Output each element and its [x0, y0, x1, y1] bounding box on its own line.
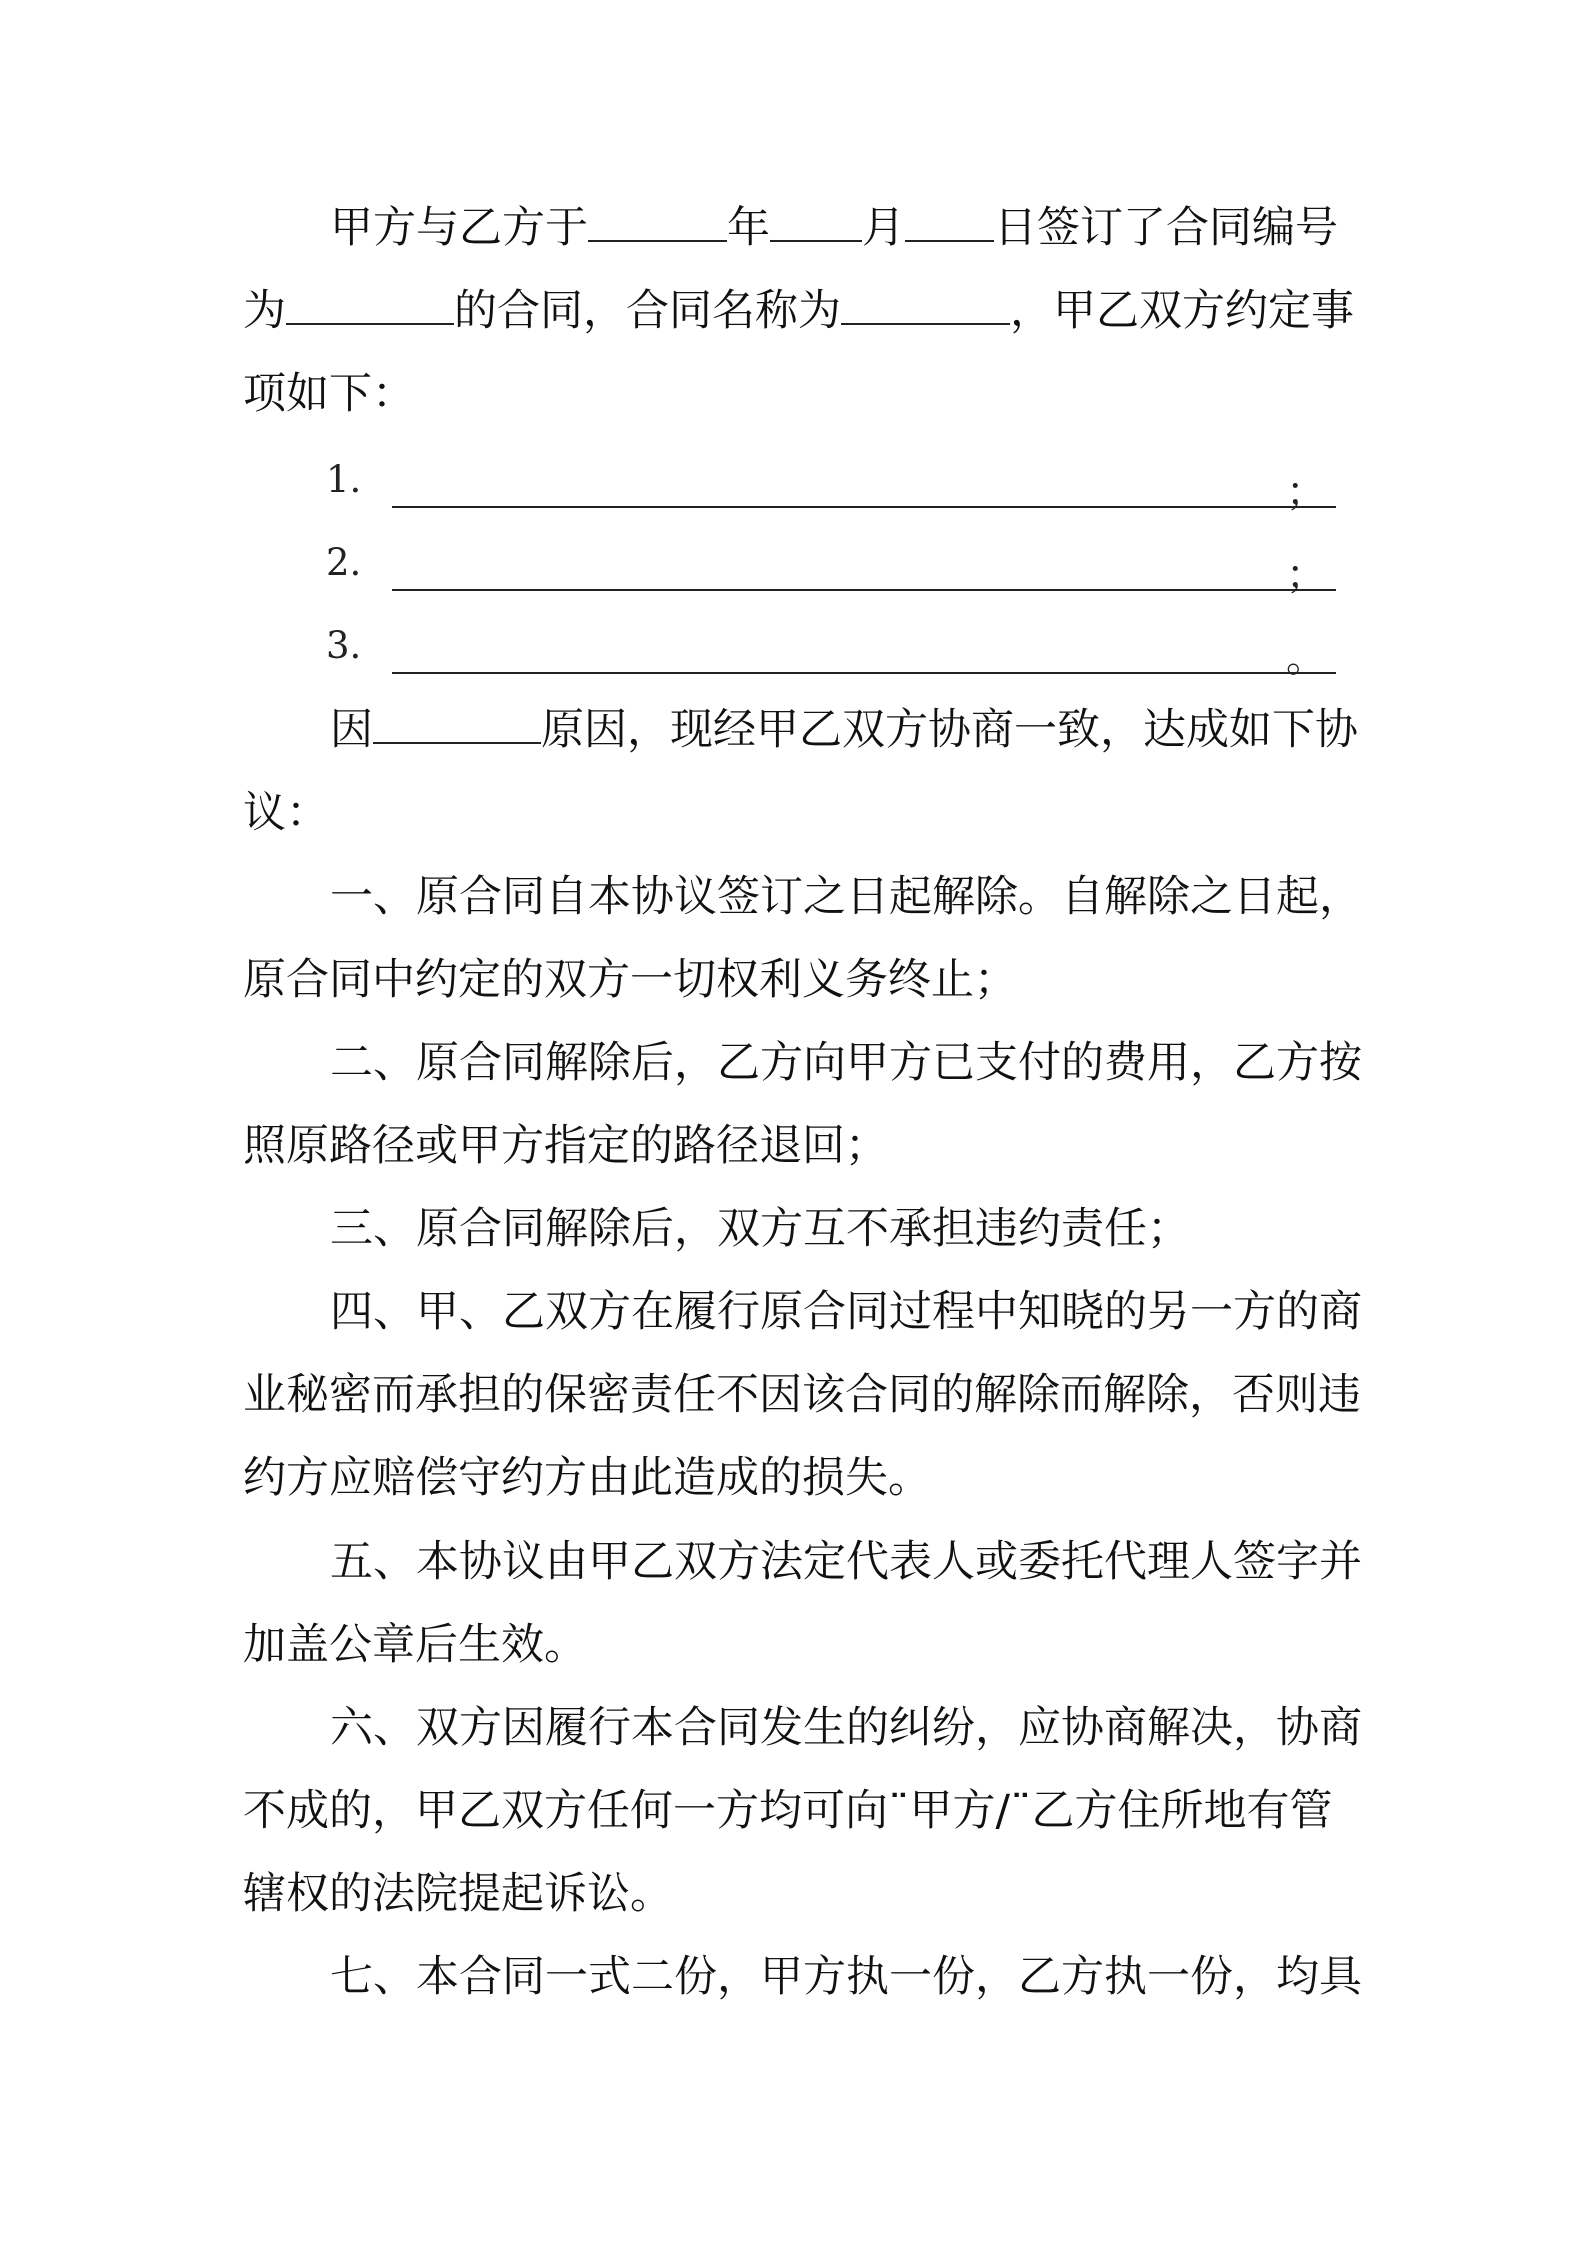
clause-6-line: 不成的，甲乙双方任何一方均可向¨甲方/¨乙方住所地有管 — [243, 1786, 1333, 1836]
clause-6-line: 辖权的法院提起诉讼。 — [243, 1869, 673, 1919]
intro-line-1 — [330, 183, 1338, 273]
reason-text: 原因，现经甲乙双方协商一致，达成如下协 — [541, 705, 1358, 755]
item-end: ； — [1286, 552, 1326, 598]
intro-line-2 — [243, 266, 1354, 356]
clause-1-line: 一、原合同自本协议签订之日起解除。自解除之日起， — [330, 872, 1362, 922]
reason-line-1 — [330, 685, 1358, 775]
month-blank[interactable] — [770, 188, 862, 242]
reason-line-2 — [243, 768, 329, 858]
intro-line-3 — [243, 349, 415, 439]
clause-2-line: 二、原合同解除后，乙方向甲方已支付的费用，乙方按 — [330, 1038, 1362, 1088]
clause-6-line: 六、双方因履行本合同发生的纠纷，应协商解决，协商 — [330, 1703, 1362, 1753]
reason-text: 因 — [330, 705, 373, 755]
clause-1-line: 原合同中约定的双方一切权利义务终止； — [243, 955, 1017, 1005]
day-blank[interactable] — [905, 188, 994, 242]
clause-7-line: 七、本合同一式二份，甲方执一份，乙方执一份，均具 — [330, 1952, 1362, 2002]
intro-text: ，甲乙双方约定事 — [1010, 286, 1354, 336]
intro-text: 甲方与乙方于 — [330, 203, 588, 253]
year-blank[interactable] — [588, 188, 727, 242]
item-end: 。 — [1286, 635, 1326, 681]
contract-number-blank[interactable] — [286, 271, 454, 325]
intro-text: 项如下： — [243, 369, 415, 419]
day-label: 日签订了合同编号 — [994, 203, 1338, 253]
item-blank[interactable] — [392, 672, 1336, 674]
month-label: 月 — [862, 203, 905, 253]
item-number: 2. — [326, 541, 362, 584]
clause-4-line: 约方应赔偿守约方由此造成的损失。 — [243, 1453, 931, 1503]
intro-text: 为 — [243, 286, 286, 336]
item-number: 1. — [326, 458, 362, 501]
intro-text: 的合同，合同名称为 — [454, 286, 841, 336]
clause-3-line: 三、原合同解除后，双方互不承担违约责任； — [330, 1204, 1190, 1254]
clause-4-line: 四、甲、乙双方在履行原合同过程中知晓的另一方的商 — [330, 1287, 1362, 1337]
clause-4-line: 业秘密而承担的保密责任不因该合同的解除而解除，否则违 — [243, 1370, 1361, 1420]
clause-5-line: 五、本协议由甲乙双方法定代表人或委托代理人签字并 — [330, 1537, 1362, 1587]
item-blank[interactable] — [392, 506, 1336, 508]
reason-blank[interactable] — [373, 690, 541, 744]
clause-5-line: 加盖公章后生效。 — [243, 1620, 587, 1670]
contract-name-blank[interactable] — [841, 271, 1010, 325]
item-number: 3. — [326, 624, 362, 667]
item-end: ； — [1286, 469, 1326, 515]
clause-2-line: 照原路径或甲方指定的路径退回； — [243, 1121, 888, 1171]
item-blank[interactable] — [392, 589, 1336, 591]
reason-text: 议： — [243, 788, 329, 838]
year-label: 年 — [727, 203, 770, 253]
